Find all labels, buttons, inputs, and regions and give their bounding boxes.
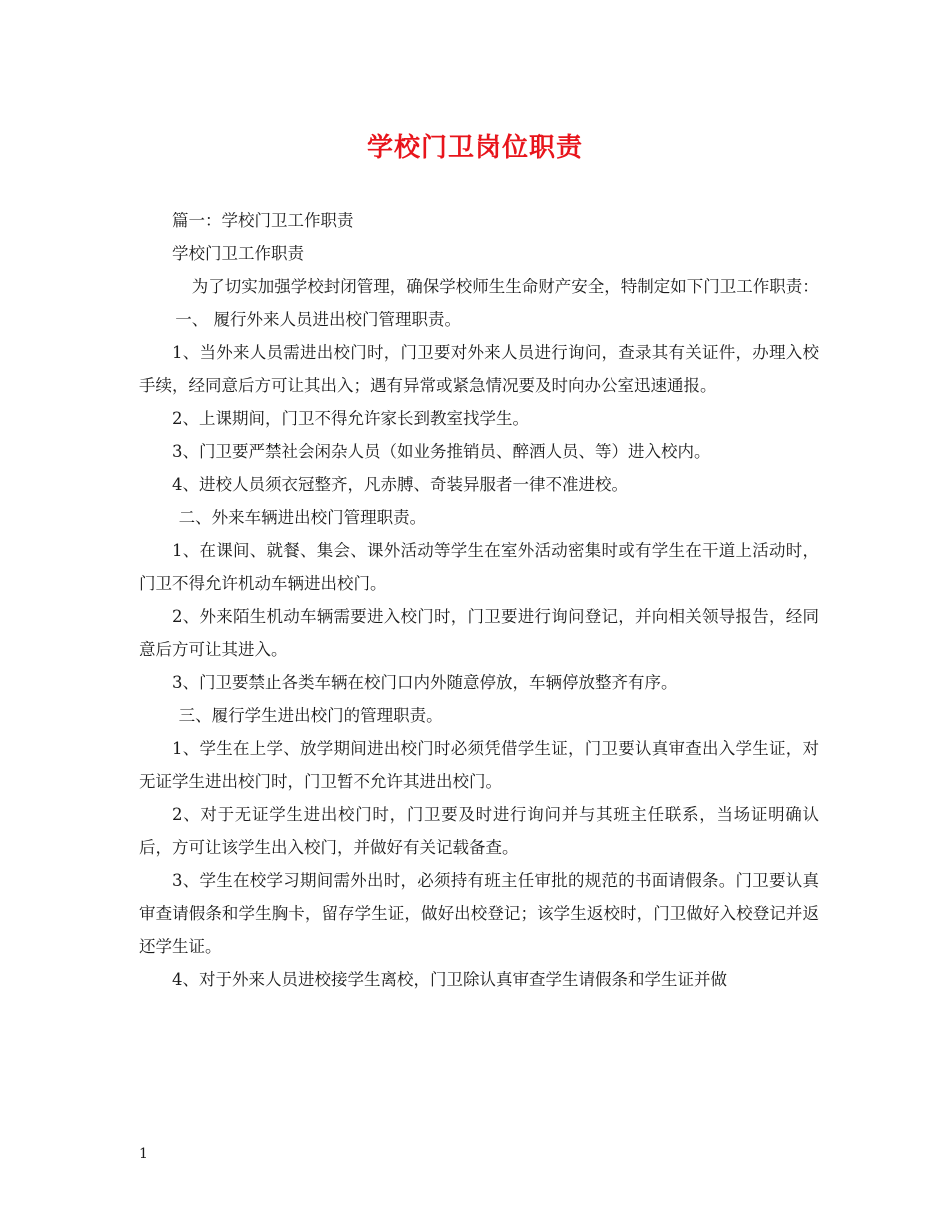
clause-item: 3、门卫要禁止各类车辆在校门口内外随意停放，车辆停放整齐有序。 — [172, 673, 678, 692]
document-body — [139, 204, 819, 996]
clause-item: 1、在课间、就餐、集会、课外活动等学生在室外活动密集时或有学生在干道上活动时，门卫不得允许机动车辆进出校门。 — [139, 541, 819, 593]
section-heading: 篇一：学校门卫工作职责 — [172, 211, 354, 230]
clause-item: 2、外来陌生机动车辆需要进入校门时，门卫要进行询问登记，并向相关领导报告，经同意后方可让其进入。 — [139, 607, 819, 659]
clause-item: 3、门卫要严禁社会闲杂人员（如业务推销员、醉酒人员、等）进入校内。 — [172, 442, 711, 461]
clause-item: 3、学生在校学习期间需外出时，必须持有班主任审批的规范的书面请假条。门卫要认真审查请假条和学生胸卡，留存学生证，做好出校登记；该学生返校时，门卫做好入校登记并返还学生证。 — [139, 871, 819, 956]
clause-item: 1、当外来人员需进出校门时，门卫要对外来人员进行询问，查录其有关证件，办理入校手续，经同意后方可让其出入；遇有异常或紧急情况要及时向办公室迅速通报。 — [139, 343, 819, 395]
document-title: 学校门卫岗位职责 — [366, 133, 583, 163]
intro-paragraph: 为了切实加强学校封闭管理，确保学校师生生命财产安全，特制定如下门卫工作职责： — [191, 277, 819, 296]
clause-item: 4、进校人员须衣冠整齐，凡赤膊、奇装异服者一律不准进校。 — [172, 475, 628, 494]
clause-item: 2、对于无证学生进出校门时，门卫要及时进行询问并与其班主任联系，当场证明确认后，方可让该学生出入校门，并做好有关记载备查。 — [139, 805, 819, 857]
clause-item: 2、上课期间，门卫不得允许家长到教室找学生。 — [172, 409, 529, 428]
clause-item: 4、对于外来人员进校接学生离校，门卫除认真审查学生请假条和学生证并做 — [172, 970, 727, 989]
subsection-heading: 学校门卫工作职责 — [172, 244, 304, 263]
clause-item: 1、学生在上学、放学期间进出校门时必须凭借学生证，门卫要认真审查出入学生证，对无证学生进出校门时，门卫暂不允许其进出校门。 — [139, 739, 819, 791]
clause-heading: 三、履行学生进出校门的管理职责。 — [178, 706, 443, 725]
page-number: 1 — [139, 1146, 148, 1162]
clause-heading: 一、 履行外来人员进出校门管理职责。 — [175, 310, 462, 329]
clause-heading: 二、外来车辆进出校门管理职责。 — [178, 508, 427, 527]
